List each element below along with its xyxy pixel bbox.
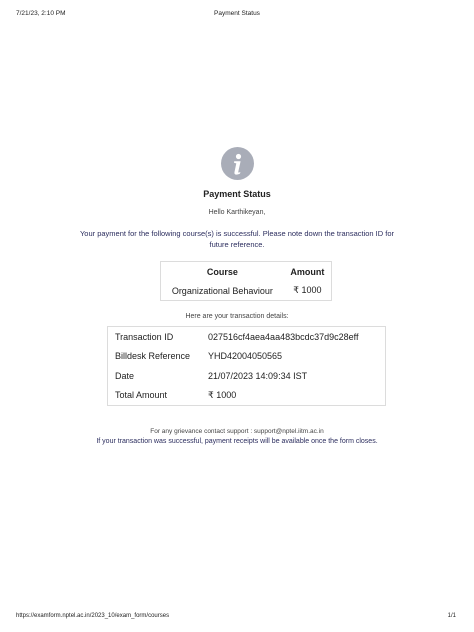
course-header: Course: [206, 266, 238, 277]
total-amount-label: Total Amount: [115, 390, 168, 401]
transaction-id-value: 027516cf4aea4aa483bcdc37d9c28eff: [208, 331, 359, 342]
date-value: 21/07/2023 14:09:34 IST: [208, 370, 308, 381]
course-name: Organizational Behaviour: [171, 285, 273, 296]
transaction-heading: Here are your transaction details:: [185, 313, 289, 320]
billdesk-reference-value: YHD42004050565: [208, 351, 283, 362]
date-label: Date: [115, 370, 135, 381]
table-row: [108, 327, 386, 347]
course-table: [160, 261, 332, 301]
receipt-note: If your transaction was successful, payment receipts will be available once the form closes.: [96, 438, 378, 445]
greeting-text: Hello Karthikeyan,: [208, 209, 266, 216]
success-message: Your payment for the following course(s) is successful. Please note down the transaction ID for future reference.: [79, 229, 395, 249]
total-amount-value: ₹ 1000: [208, 389, 237, 400]
info-icon: [221, 147, 254, 180]
print-doc-title: Payment Status: [214, 10, 260, 17]
billdesk-reference-label: Billdesk Reference: [115, 351, 191, 362]
table-row: [108, 347, 386, 366]
table-row: [108, 366, 386, 385]
support-contact: For any grievance contact support : support@nptel.iitm.ac.in: [150, 428, 324, 435]
amount-header: Amount: [290, 266, 325, 277]
page-title: Payment Status: [203, 189, 271, 199]
course-table-header: [161, 262, 332, 282]
page-number: 1/1: [447, 613, 456, 619]
table-row: [108, 385, 386, 405]
print-url: https://examform.nptel.ac.in/2023_10/exam_form/courses: [16, 613, 170, 619]
transaction-table: [107, 326, 386, 406]
print-datetime: 7/21/23, 2:10 PM: [16, 10, 66, 17]
course-amount: ₹ 1000: [293, 285, 322, 295]
table-row: [161, 281, 332, 301]
transaction-id-label: Transaction ID: [115, 331, 174, 342]
